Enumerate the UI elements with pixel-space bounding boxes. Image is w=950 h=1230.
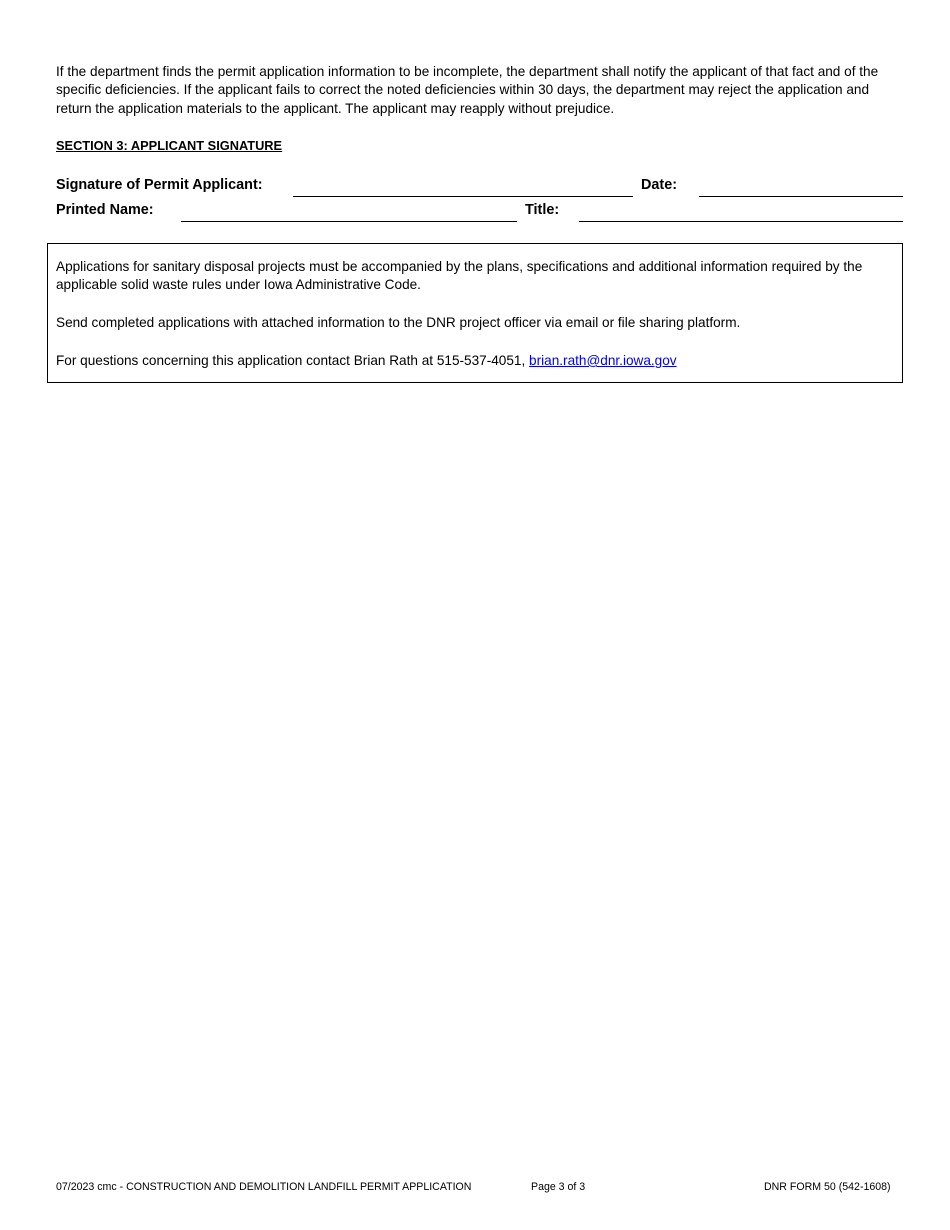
title-label: Title: <box>525 202 560 218</box>
notice-line-requirements: Applications for sanitary disposal projects must be accompanied by the plans, specifications and additional information required by the applicable solid waste rules under Iowa Administrative Code. <box>56 259 863 293</box>
date-label: Date: <box>641 177 677 193</box>
section-3-title: SECTION 3: APPLICANT SIGNATURE <box>56 138 283 153</box>
date-line[interactable] <box>699 196 903 197</box>
title-line[interactable] <box>579 221 903 222</box>
signature-line[interactable] <box>293 196 633 197</box>
contact-text: For questions concerning this application contact Brian Rath at 515-537-4051, <box>56 353 530 368</box>
footer-form-number: DNR FORM 50 (542-1608) <box>764 1181 891 1193</box>
intro-paragraph: If the department finds the permit application information to be incomplete, the department shall notify the applicant of that fact and of the specific deficiencies. If the applicant fails to correct the noted deficiencies within 30 days, the department may reject the application and return the application materials to the applicant. The applicant may reapply without prejudice. <box>56 64 879 116</box>
footer-page-number: Page 3 of 3 <box>531 1181 586 1193</box>
notice-line-contact <box>56 352 892 370</box>
contact-email-link[interactable]: brian.rath@dnr.iowa.gov <box>529 353 677 368</box>
printed-name-line[interactable] <box>181 221 517 222</box>
signature-label: Signature of Permit Applicant: <box>56 177 263 193</box>
printed-name-label: Printed Name: <box>56 202 154 218</box>
footer-form-title: 07/2023 cmc - CONSTRUCTION AND DEMOLITION LANDFILL PERMIT APPLICATION <box>56 1181 472 1193</box>
notice-line-submission: Send completed applications with attached information to the DNR project officer via email or file sharing platform. <box>56 315 741 330</box>
